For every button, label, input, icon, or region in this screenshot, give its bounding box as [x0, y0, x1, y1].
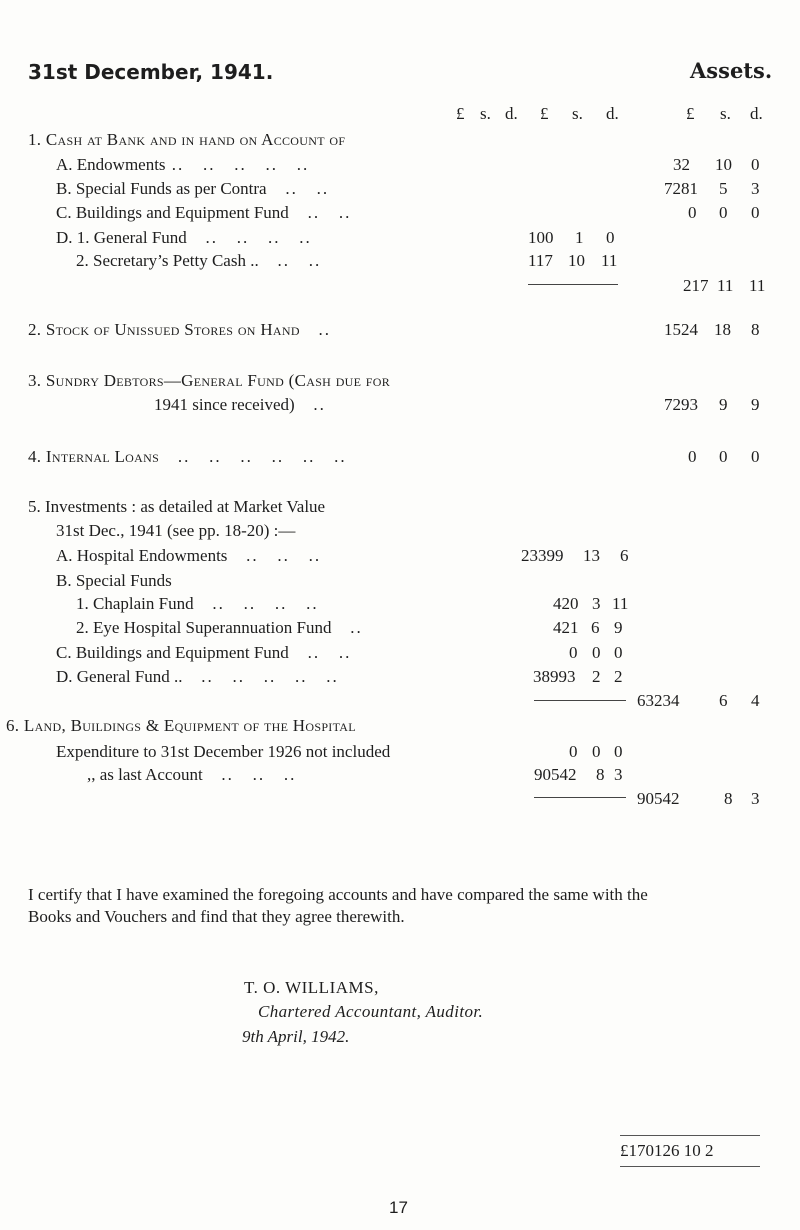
item-5b1-label: 1. Chaplain Fund .. .. .. ..	[76, 594, 319, 613]
item-1a-label: A. Endowments .. .. .. .. ..	[56, 155, 310, 174]
statement-date: 31st December, 1941.	[28, 60, 274, 84]
col1-pence-label: d.	[505, 104, 518, 123]
item-investments-subtitle: 31st Dec., 1941 (see pp. 18-20) :—	[56, 521, 296, 540]
item-sundry-debtors-title: 3. Sundry Debtors—General Fund (Cash due for	[28, 371, 391, 390]
item-5a-label: A. Hospital Endowments .. .. ..	[56, 546, 322, 565]
certificate-date: 9th April, 1942.	[242, 1027, 350, 1046]
item-6a-label: Expenditure to 31st December 1926 not included	[56, 742, 391, 761]
item-6b-label: ,, as last Account .. .. ..	[87, 765, 297, 784]
item-5d-label: D. General Fund .. .. .. .. .. ..	[56, 667, 339, 686]
col1-shillings-label: s.	[480, 104, 491, 123]
auditor-role: Chartered Accountant, Auditor.	[258, 1002, 484, 1021]
col3-pence-label: d.	[750, 104, 763, 123]
land-subtotal-rule	[534, 797, 626, 798]
item-1d2-label: 2. Secretary’s Petty Cash .. .. ..	[76, 251, 322, 270]
page-number: 17	[389, 1198, 408, 1217]
item-5b2-label: 2. Eye Hospital Superannuation Fund ..	[76, 618, 363, 637]
item-land-buildings-title: 6. Land, Buildings & Equipment of the Hospital	[6, 716, 356, 735]
auditor-name: T. O. WILLIAMS,	[244, 978, 379, 997]
item-5c-label: C. Buildings and Equipment Fund .. ..	[56, 643, 352, 662]
col1-pounds-label: £	[456, 104, 465, 123]
item-cash-at-bank-title: 1. Cash at Bank and in hand on Account of	[28, 130, 346, 149]
grand-total: £170126 10 2	[620, 1141, 714, 1160]
col2-shillings-label: s.	[572, 104, 583, 123]
item-sundry-debtors-subtitle: 1941 since received) ..	[154, 395, 326, 414]
item-1b-label: B. Special Funds as per Contra .. ..	[56, 179, 330, 198]
item-5b-label: B. Special Funds	[56, 571, 172, 590]
item-stock-title: 2. Stock of Unissued Stores on Hand ..	[28, 320, 332, 339]
col3-shillings-label: s.	[720, 104, 731, 123]
col2-pounds-label: £	[540, 104, 549, 123]
auditor-certificate-text: I certify that I have examined the foregoing accounts and have compared the same with the Books and Vouchers and find that they agree therewith.	[28, 885, 648, 926]
col2-pence-label: d.	[606, 104, 619, 123]
item-1c-label: C. Buildings and Equipment Fund .. ..	[56, 203, 352, 222]
col3-pounds-label: £	[686, 104, 695, 123]
item-internal-loans-title: 4. Internal Loans .. .. .. .. .. ..	[28, 447, 347, 466]
grand-total-rule-top	[620, 1135, 760, 1136]
grand-total-rule-bottom	[620, 1166, 760, 1167]
subtotal-rule	[528, 284, 618, 285]
statement-title: Assets.	[690, 58, 773, 83]
investments-subtotal-rule	[534, 700, 626, 701]
item-investments-title: 5. Investments : as detailed at Market Value	[28, 497, 326, 516]
item-1d1-label: D. 1. General Fund .. .. .. ..	[56, 228, 312, 247]
